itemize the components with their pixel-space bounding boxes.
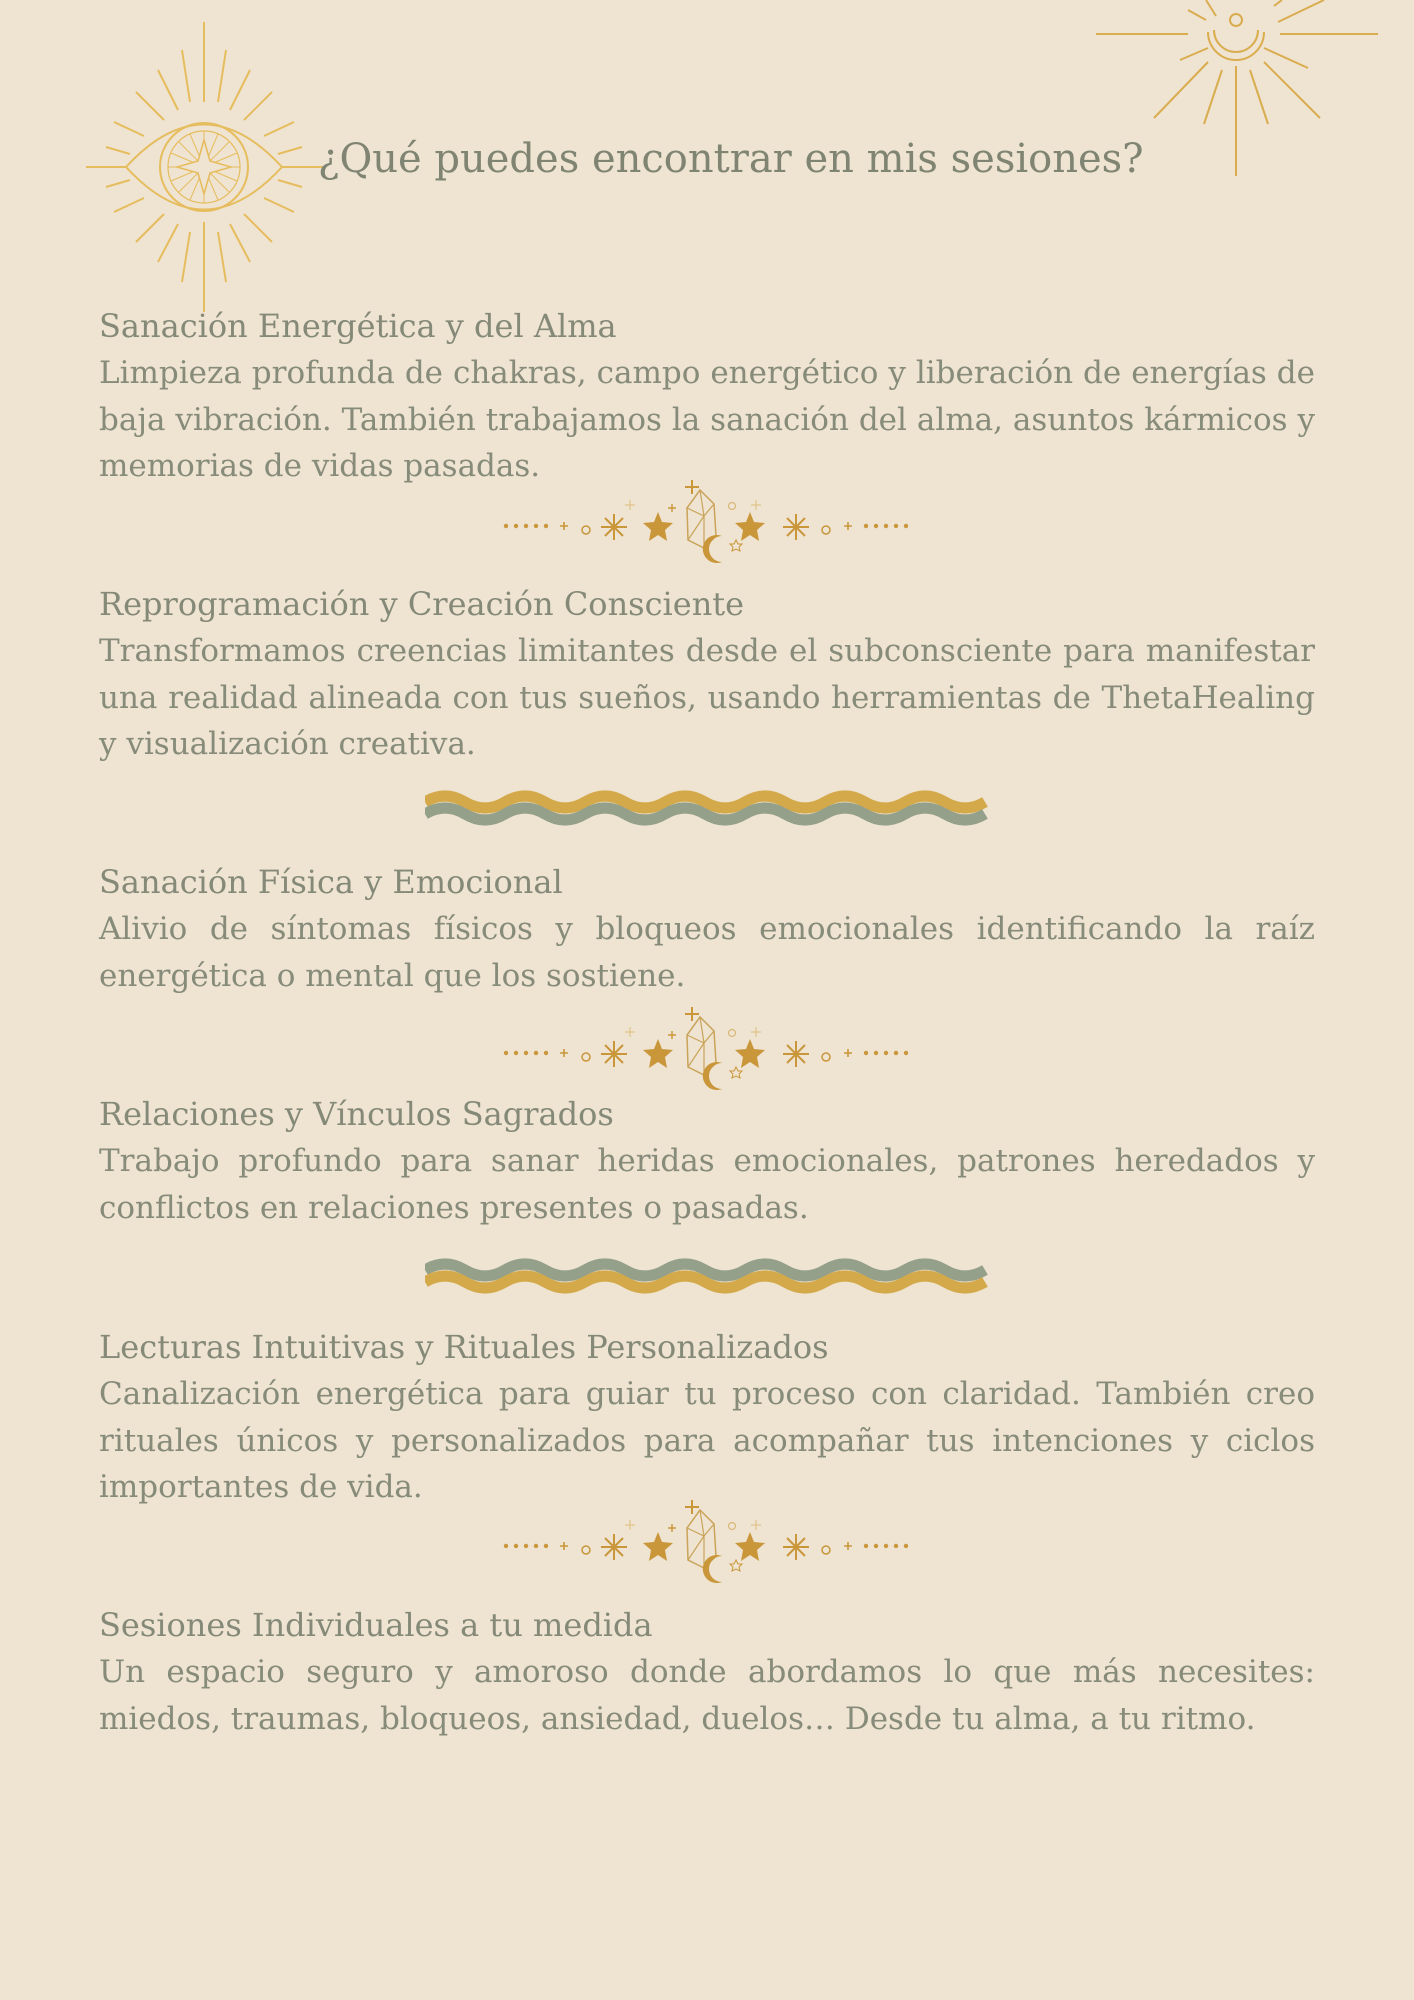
- section-text: Trabajo profundo para sanar heridas emocionales, patrones heredados y conflictos en relaciones presentes o pasadas.: [99, 1143, 1315, 1226]
- wave-divider: [425, 790, 989, 840]
- section-text: Un espacio seguro y amoroso donde abordamos lo que más necesites: miedos, traumas, bloqueos, ansiedad, duelos… Desde tu alma, a tu ritmo.: [99, 1654, 1315, 1737]
- section-relaciones: [99, 1092, 1315, 1231]
- section-text: Canalización energética para guiar tu proceso con claridad. También creo rituales únicos y personalizados para acompañar tus intenciones y ciclos importantes de vida.: [99, 1376, 1315, 1505]
- page-title: ¿Qué puedes encontrar en mis sesiones?: [318, 136, 1144, 182]
- crystal-moon-stars-divider: [500, 1498, 916, 1588]
- section-reprogramacion: [99, 582, 1315, 768]
- crystal-moon-stars-divider: [500, 1005, 916, 1095]
- wave-divider: [425, 1258, 989, 1308]
- section-title: Lecturas Intuitivas y Rituales Personalizados: [99, 1328, 829, 1366]
- section-text: Limpieza profunda de chakras, campo energético y liberación de energías de baja vibración. También trabajamos la sanación del alma, asuntos kármicos y memorias de vidas pasadas.: [99, 355, 1315, 484]
- section-text: Transformamos creencias limitantes desde el subconsciente para manifestar una realidad alineada con tus sueños, usando herramientas de ThetaHealing y visualización creativa.: [99, 633, 1315, 762]
- crystal-moon-stars-divider: [500, 478, 916, 568]
- section-sanacion-fisica: [99, 860, 1315, 999]
- section-sanacion-energetica: [99, 304, 1315, 490]
- section-text: Alivio de síntomas físicos y bloqueos emocionales identificando la raíz energética o mental que los sostiene.: [99, 911, 1315, 994]
- eye-sun-icon: [86, 22, 326, 312]
- section-sesiones-individuales: [99, 1603, 1315, 1742]
- section-title: Sanación Física y Emocional: [99, 863, 563, 901]
- section-title: Reprogramación y Creación Consciente: [99, 585, 745, 623]
- section-title: Sesiones Individuales a tu medida: [99, 1606, 653, 1644]
- section-title: Relaciones y Vínculos Sagrados: [99, 1095, 614, 1133]
- section-lecturas: [99, 1325, 1315, 1511]
- section-title: Sanación Energética y del Alma: [99, 307, 617, 345]
